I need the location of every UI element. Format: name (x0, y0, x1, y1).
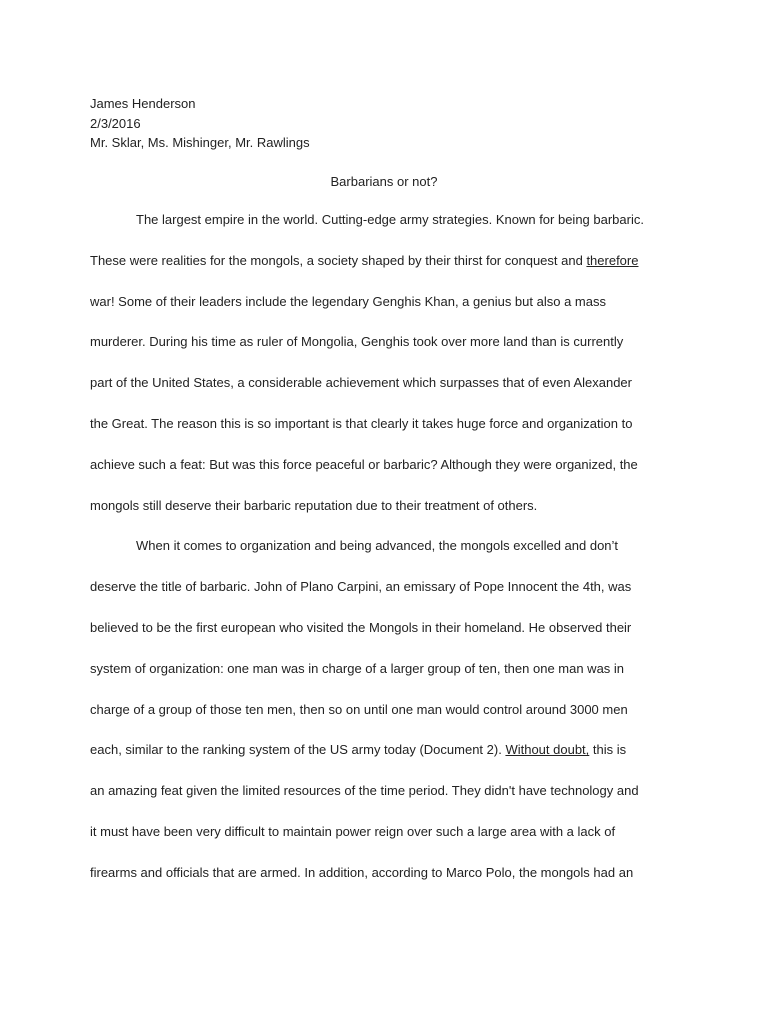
text-run: believed to be the first european who visited the Mongols in their homeland. He observed their (90, 620, 632, 635)
body-line (90, 497, 537, 515)
text-run: These were realities for the mongols, a society shaped by their thirst for conquest and (90, 252, 587, 268)
text-run: murderer. During his time as ruler of Mongolia, Genghis took over more land than is currently (90, 334, 624, 350)
body-line (90, 782, 639, 800)
text-run: part of the United States, a considerable achievement which surpasses that of even Alexander (90, 375, 632, 391)
teacher-names: Mr. Sklar, Ms. Mishinger, Mr. Rawlings (90, 135, 310, 150)
body-line (90, 415, 632, 433)
body-line (90, 578, 631, 596)
body-line (136, 537, 618, 555)
author-name: James Henderson (90, 96, 196, 111)
body-line (90, 741, 626, 759)
text-run: firearms and officials that are armed. In addition, according to Marco Polo, the mongols had an (90, 864, 634, 880)
text-run: mongols still deserve their barbaric reputation due to their treatment of others. (90, 497, 538, 513)
text-run: war! Some of their leaders include the legendary Genghis Khan, a genius but also a mass (90, 293, 606, 309)
body-line (90, 252, 638, 270)
text-run: deserve the title of barbaric. John of Plano Carpini, an emissary of Pope Innocent the 4th, was (90, 579, 632, 595)
text-run: charge of a group of those ten men, then so on until one man would control around 3000 men (90, 701, 628, 717)
text-run: this is (589, 742, 627, 758)
body-line (90, 823, 615, 841)
text-run: achieve such a feat: But was this force peaceful or barbaric? Although they were organized, the (90, 456, 638, 472)
body-line (90, 333, 623, 351)
body-line (90, 619, 631, 637)
underlined-phrase: therefore (586, 252, 639, 268)
text-run: each, similar to the ranking system of the US army today (Document 2). (90, 742, 506, 758)
text-run: the Great. The reason this is so important is that clearly it takes huge force and organization to (90, 416, 633, 431)
text-run: When it comes to organization and being advanced, the mongols excelled and don’t (136, 538, 619, 554)
essay-title: Barbarians or not? (330, 174, 438, 189)
body-line (90, 374, 632, 392)
underlined-phrase: Without doubt, (505, 742, 590, 758)
body-line (136, 211, 644, 229)
body-line (90, 701, 628, 719)
essay-date: 2/3/2016 (90, 115, 141, 131)
body-line (90, 293, 606, 311)
text-run: an amazing feat given the limited resources of the time period. They didn't have technology and (90, 783, 639, 799)
body-line (90, 660, 624, 678)
text-run: system of organization: one man was in charge of a larger group of ten, then one man was in (90, 660, 625, 676)
text-run: The largest empire in the world. Cutting-edge army strategies. Known for being barbaric. (136, 212, 644, 227)
body-line (90, 456, 638, 474)
essay-header (90, 94, 310, 153)
body-line (90, 864, 633, 882)
text-run: it must have been very difficult to maintain power reign over such a large area with a lack of (90, 824, 616, 839)
